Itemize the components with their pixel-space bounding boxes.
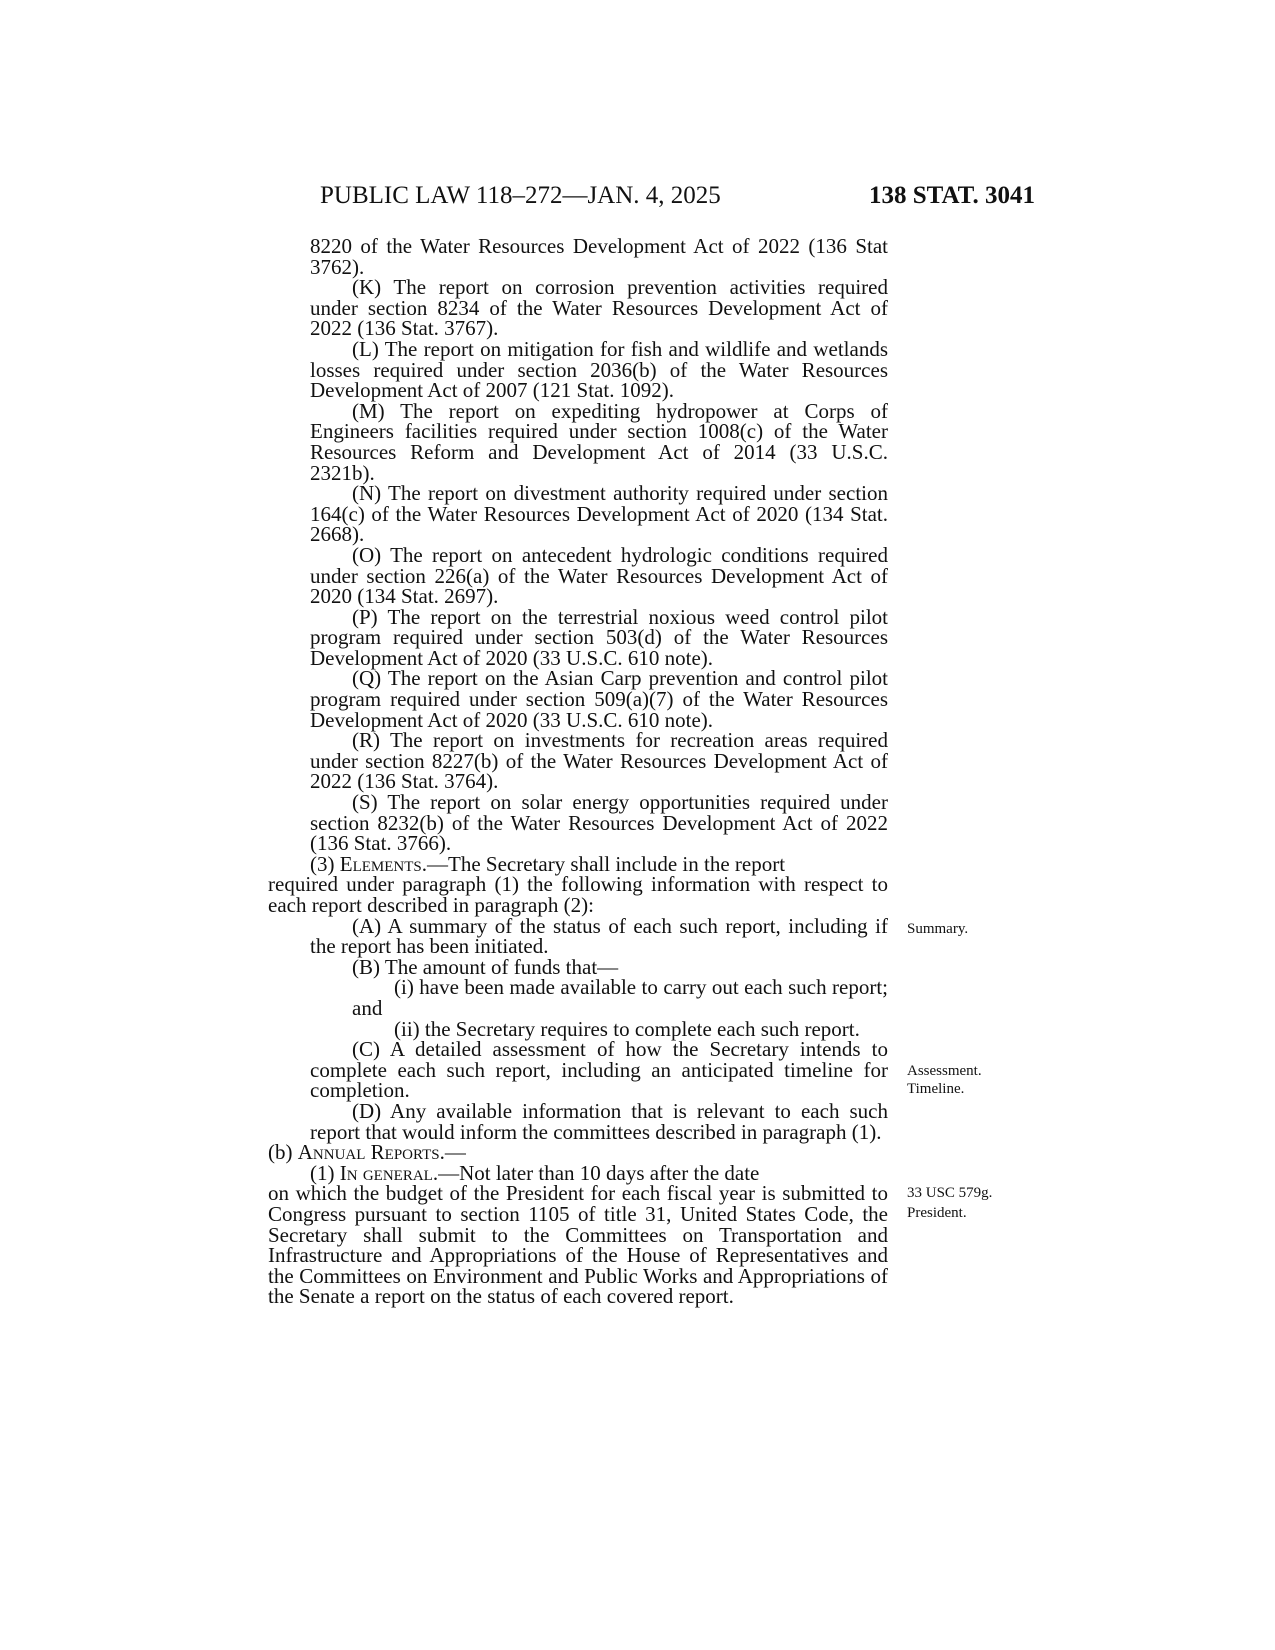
- paragraph-general-heading: [268, 1160, 888, 1185]
- paragraph-b: (B) The amount of funds that—: [352, 954, 619, 979]
- paragraph-continuation: 8220 of the Water Resources Development Act of 2022 (136 Stat 3762).: [310, 234, 888, 279]
- paragraph-a: (A) A summary of the status of each such report, including if the report has been initiated.: [310, 913, 888, 959]
- paragraph-d: (D) Any available information that is relevant to each such report that would inform the committees described in paragraph (1).: [310, 1098, 888, 1144]
- margin-note-assessment: Assessment.: [907, 1063, 982, 1079]
- paragraph-q: (Q) The report on the Asian Carp prevention and control pilot program required under section 509(a)(7) of the Water Resources Development Act of 2020 (33 U.S.C. 610 note).: [310, 666, 888, 732]
- elements-number: (3): [310, 851, 340, 876]
- running-header: [320, 182, 1035, 222]
- paragraph-l: (L) The report on mitigation for fish and wildlife and wetlands losses required under section 2036(b) of the Water Resources Development Act of 2007 (121 Stat. 1092).: [310, 336, 888, 403]
- paragraph-r: (R) The report on investments for recreation areas required under section 8227(b) of the Water Resources Development Act of 2022 (136 Stat. 3764).: [310, 728, 888, 794]
- paragraph-elements-body: required under paragraph (1) the following information with respect to each report described in paragraph (2):: [268, 872, 888, 917]
- margin-note-usc: 33 USC 579g.: [907, 1185, 993, 1201]
- annual-label: Annual Reports: [297, 1140, 440, 1165]
- paragraph-c: (C) A detailed assessment of how the Secretary intends to complete each such report, including an anticipated timeline for completion.: [310, 1037, 888, 1103]
- paragraph-m: (M) The report on expediting hydropower at Corps of Engineers facilities required under section 1008(c) of the Water Resources Reform and Development Act of 2014 (33 U.S.C. 2321b).: [310, 398, 888, 485]
- margin-note-president: President.: [907, 1205, 967, 1221]
- clause-i: (i) have been made available to carry out each such report; and: [352, 975, 888, 1020]
- elements-label: Elements: [339, 851, 422, 876]
- paragraph-s: (S) The report on solar energy opportunities required under section 8232(b) of the Water Resources Development Act of 2022 (136 Stat. 3766).: [310, 790, 888, 856]
- margin-note-summary: Summary.: [907, 921, 969, 937]
- annual-number: (b): [268, 1140, 298, 1165]
- subsection-b-heading: [268, 1142, 888, 1163]
- paragraph-o: (O) The report on antecedent hydrologic conditions required under section 226(a) of the Water Resources Development Act of 2020 (134 Stat. 2697).: [310, 542, 888, 609]
- body-text: [268, 236, 888, 1307]
- general-number: (1): [310, 1160, 340, 1185]
- header-page-number: 138 STAT. 3041: [869, 182, 1035, 209]
- header-title: PUBLIC LAW 118–272—JAN. 4, 2025: [320, 182, 721, 209]
- elements-lead: .—The Secretary shall include in the report: [421, 851, 786, 876]
- clause-ii: (ii) the Secretary requires to complete each such report.: [394, 1016, 860, 1041]
- paragraph-k: (K) The report on corrosion prevention activities required under section 8234 of the Water Resources Development Act of 2022 (136 Stat. 3767).: [310, 275, 888, 341]
- paragraph-p: (P) The report on the terrestrial noxious weed control pilot program required under section 503(d) of the Water Resources Development Act of 2020 (33 U.S.C. 610 note).: [310, 604, 888, 670]
- general-lead: .—Not later than 10 days after the date: [432, 1160, 760, 1185]
- paragraph-elements-heading: [268, 851, 888, 876]
- paragraph-general-body: on which the budget of the President for each fiscal year is submitted to Congress pursuant to section 1105 of title 31, United States Code, the Secretary shall submit to the Committees on Transportation and Infrastructure and Appropriations of the House of Representatives and the Committees on Environment and Public Works and Appropriations of the Senate a report on the status of each covered report.: [268, 1181, 888, 1309]
- general-label: In general: [339, 1160, 433, 1185]
- annual-dash: .—: [439, 1140, 466, 1165]
- margin-note-timeline: Timeline.: [907, 1081, 965, 1097]
- paragraph-n: (N) The report on divestment authority required under section 164(c) of the Water Resources Development Act of 2020 (134 Stat. 2668).: [310, 481, 888, 547]
